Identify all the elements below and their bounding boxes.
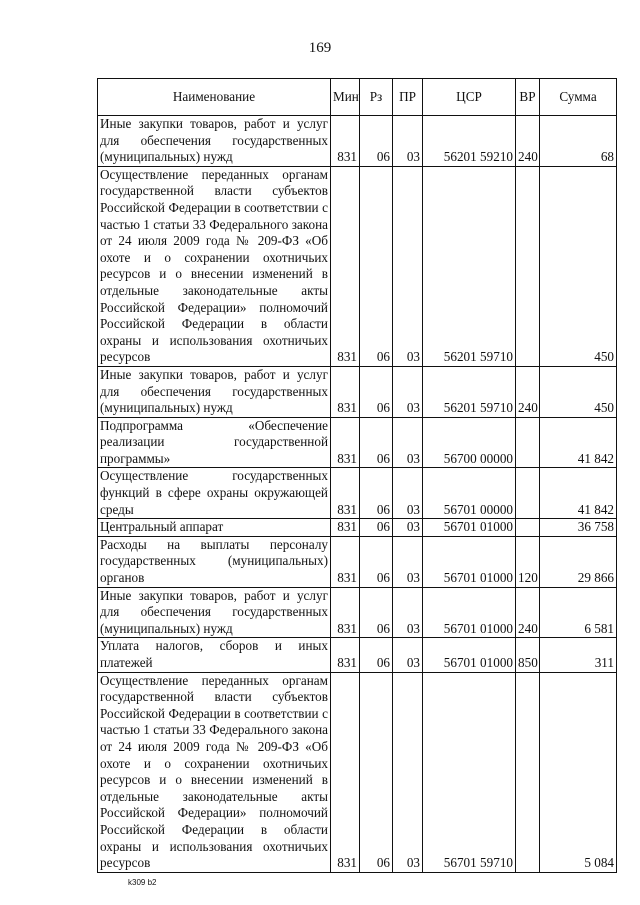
row-pr: 03 <box>393 672 423 872</box>
row-csr: 56701 01000 <box>423 536 516 587</box>
header-csr: ЦСР <box>423 79 516 116</box>
table-row <box>98 536 617 587</box>
row-vr: 850 <box>516 638 540 672</box>
row-csr: 56701 01000 <box>423 587 516 638</box>
row-sum: 450 <box>540 166 617 366</box>
row-pr: 03 <box>393 366 423 417</box>
header-vr: ВР <box>516 79 540 116</box>
row-min: 831 <box>331 166 360 366</box>
header-pr: ПР <box>393 79 423 116</box>
row-name: Осуществление государственных функций в сфере охраны окружающей среды <box>98 468 331 519</box>
row-rz: 06 <box>360 672 393 872</box>
table-row <box>98 468 617 519</box>
row-csr: 56700 00000 <box>423 417 516 468</box>
row-vr <box>516 468 540 519</box>
row-sum: 36 758 <box>540 519 617 537</box>
row-min: 831 <box>331 468 360 519</box>
row-csr: 56201 59210 <box>423 116 516 167</box>
table-row <box>98 587 617 638</box>
row-pr: 03 <box>393 519 423 537</box>
row-min: 831 <box>331 519 360 537</box>
row-vr: 120 <box>516 536 540 587</box>
row-min: 831 <box>331 417 360 468</box>
table-row <box>98 166 617 366</box>
header-name: Наименование <box>98 79 331 116</box>
row-pr: 03 <box>393 116 423 167</box>
row-csr: 56701 00000 <box>423 468 516 519</box>
row-sum: 68 <box>540 116 617 167</box>
row-name: Подпрограмма «Обеспечение реализации государственной программы» <box>98 417 331 468</box>
row-min: 831 <box>331 366 360 417</box>
row-name: Иные закупки товаров, работ и услуг для обеспечения государственных (муниципальных) нужд <box>98 116 331 167</box>
footer-code: k309 b2 <box>128 878 157 887</box>
row-pr: 03 <box>393 587 423 638</box>
row-csr: 56701 01000 <box>423 519 516 537</box>
row-csr: 56201 59710 <box>423 366 516 417</box>
row-vr <box>516 519 540 537</box>
row-vr: 240 <box>516 116 540 167</box>
row-pr: 03 <box>393 166 423 366</box>
row-pr: 03 <box>393 536 423 587</box>
row-pr: 03 <box>393 468 423 519</box>
row-name: Осуществление переданных органам государственной власти субъектов Российской Федерации в соответствии с частью 1 статьи 33 Федерального закона от 24 июля 2009 года № 209-ФЗ «Об охоте и о сохранении охотничьих ресурсов и о внесении изменений в отдельные законодательные акты Российской Федерации» полномочий Российской Федерации в области охраны и использования охотничьих ресурсов <box>98 672 331 872</box>
table-row <box>98 638 617 672</box>
table-row <box>98 366 617 417</box>
table-row <box>98 417 617 468</box>
header-sum: Сумма <box>540 79 617 116</box>
row-pr: 03 <box>393 638 423 672</box>
row-min: 831 <box>331 638 360 672</box>
row-name: Иные закупки товаров, работ и услуг для обеспечения государственных (муниципальных) нужд <box>98 587 331 638</box>
row-vr: 240 <box>516 366 540 417</box>
row-rz: 06 <box>360 166 393 366</box>
row-vr <box>516 672 540 872</box>
row-min: 831 <box>331 116 360 167</box>
row-sum: 6 581 <box>540 587 617 638</box>
row-rz: 06 <box>360 519 393 537</box>
table-row <box>98 116 617 167</box>
page-number: 169 <box>308 40 332 56</box>
budget-table <box>97 78 617 873</box>
table-header-row <box>98 79 617 116</box>
row-name: Расходы на выплаты персоналу государственных (муниципальных) органов <box>98 536 331 587</box>
header-rz: Рз <box>360 79 393 116</box>
row-rz: 06 <box>360 638 393 672</box>
row-sum: 41 842 <box>540 417 617 468</box>
row-vr <box>516 417 540 468</box>
header-min: Мин <box>331 79 360 116</box>
row-sum: 5 084 <box>540 672 617 872</box>
row-sum: 311 <box>540 638 617 672</box>
row-name: Осуществление переданных органам государственной власти субъектов Российской Федерации в соответствии с частью 1 статьи 33 Федерального закона от 24 июля 2009 года № 209-ФЗ «Об охоте и о сохранении охотничьих ресурсов и о внесении изменений в отдельные законодательные акты Российской Федерации» полномочий Российской Федерации в области охраны и использования охотничьих ресурсов <box>98 166 331 366</box>
row-csr: 56701 01000 <box>423 638 516 672</box>
row-name: Уплата налогов, сборов и иных платежей <box>98 638 331 672</box>
row-sum: 41 842 <box>540 468 617 519</box>
row-vr <box>516 166 540 366</box>
row-min: 831 <box>331 587 360 638</box>
row-vr: 240 <box>516 587 540 638</box>
table-row <box>98 519 617 537</box>
row-sum: 450 <box>540 366 617 417</box>
row-name: Центральный аппарат <box>98 519 331 537</box>
row-min: 831 <box>331 536 360 587</box>
row-csr: 56701 59710 <box>423 672 516 872</box>
row-rz: 06 <box>360 366 393 417</box>
row-rz: 06 <box>360 417 393 468</box>
row-rz: 06 <box>360 468 393 519</box>
table-row <box>98 672 617 872</box>
row-csr: 56201 59710 <box>423 166 516 366</box>
row-sum: 29 866 <box>540 536 617 587</box>
row-rz: 06 <box>360 587 393 638</box>
row-min: 831 <box>331 672 360 872</box>
row-name: Иные закупки товаров, работ и услуг для обеспечения государственных (муниципальных) нужд <box>98 366 331 417</box>
row-rz: 06 <box>360 536 393 587</box>
row-rz: 06 <box>360 116 393 167</box>
row-pr: 03 <box>393 417 423 468</box>
